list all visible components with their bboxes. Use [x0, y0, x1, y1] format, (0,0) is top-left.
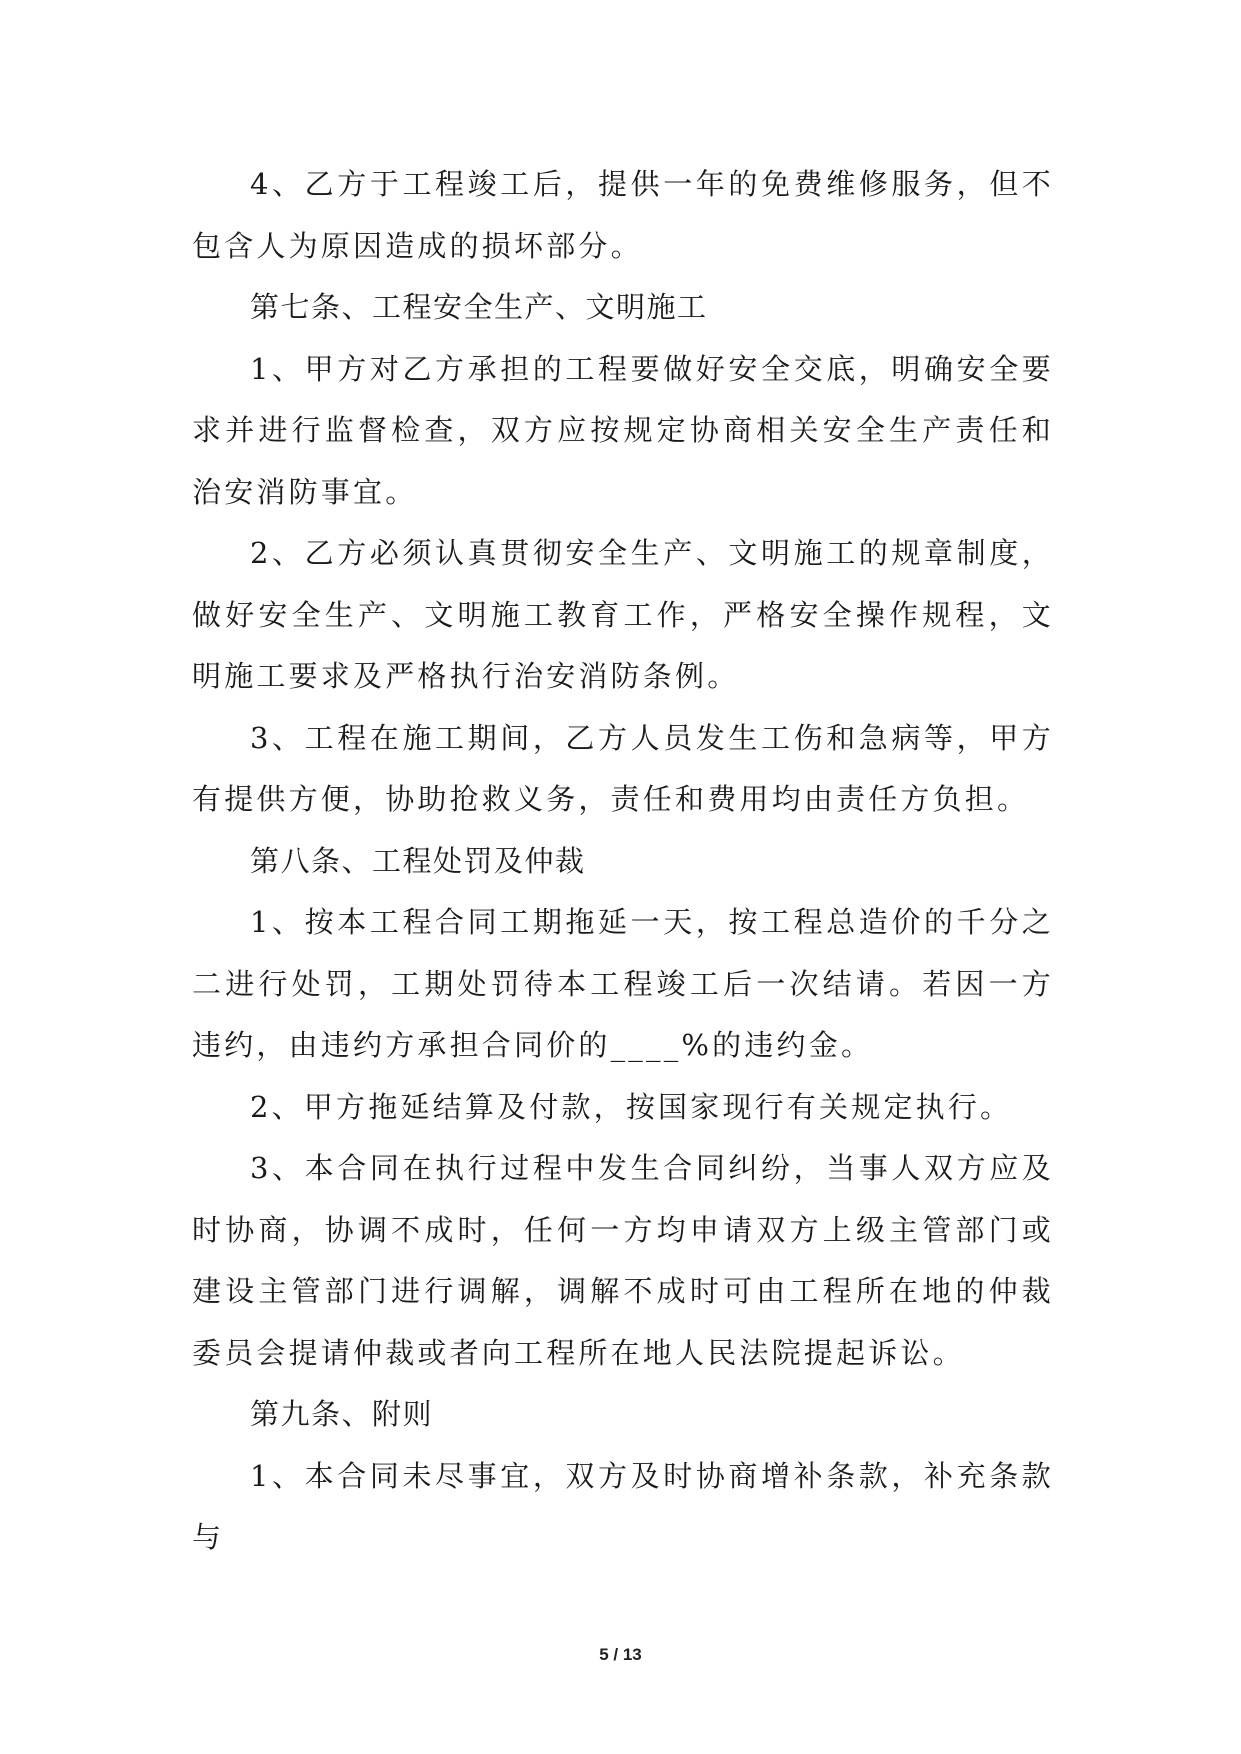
paragraph-clause-7-1: 1、甲方对乙方承担的工程要做好安全交底，明确安全要求并进行监督检查，双方应按规定协商相关安全生产责任和治安消防事宜。 [192, 351, 1054, 509]
document-body [192, 154, 1054, 1569]
paragraph-clause-8-3: 3、本合同在执行过程中发生合同纠纷，当事人双方应及时协商，协调不成时，任何一方均申请双方上级主管部门或建设主管部门进行调解，调解不成时可由工程所在地的仲裁委员会提请仲裁或者向工程所在地人民法院提起诉讼。 [192, 1151, 1054, 1370]
heading-article-7: 第七条、工程安全生产、文明施工 [250, 290, 708, 324]
paragraph-clause-8-1: 1、按本工程合同工期拖延一天，按工程总造价的千分之二进行处罚，工期处罚待本工程竣工后一次结请。若因一方违约，由违约方承担合同价的____%的违约金。 [192, 905, 1054, 1062]
heading-article-8: 第八条、工程处罚及仲裁 [250, 843, 586, 878]
paragraph-clause-7-3: 3、工程在施工期间，乙方人员发生工伤和急病等，甲方有提供方便，协助抢救义务，责任和费用均由责任方负担。 [192, 720, 1054, 816]
paragraph-clause-9-1: 1、本合同未尽事宜，双方及时协商增补条款，补充条款与 [192, 1458, 1054, 1554]
paragraph-clause-6-4: 4、乙方于工程竣工后，提供一年的免费维修服务，但不包含人为原因造成的损坏部分。 [192, 167, 1054, 263]
heading-article-9: 第九条、附则 [250, 1397, 434, 1431]
page-number: 5 / 13 [599, 1645, 642, 1664]
paragraph-clause-8-2: 2、甲方拖延结算及付款，按国家现行有关规定执行。 [250, 1089, 1013, 1124]
paragraph-clause-7-2: 2、乙方必须认真贯彻安全生产、文明施工的规章制度，做好安全生产、文明施工教育工作，严格安全操作规程，文明施工要求及严格执行治安消防条例。 [192, 536, 1054, 693]
